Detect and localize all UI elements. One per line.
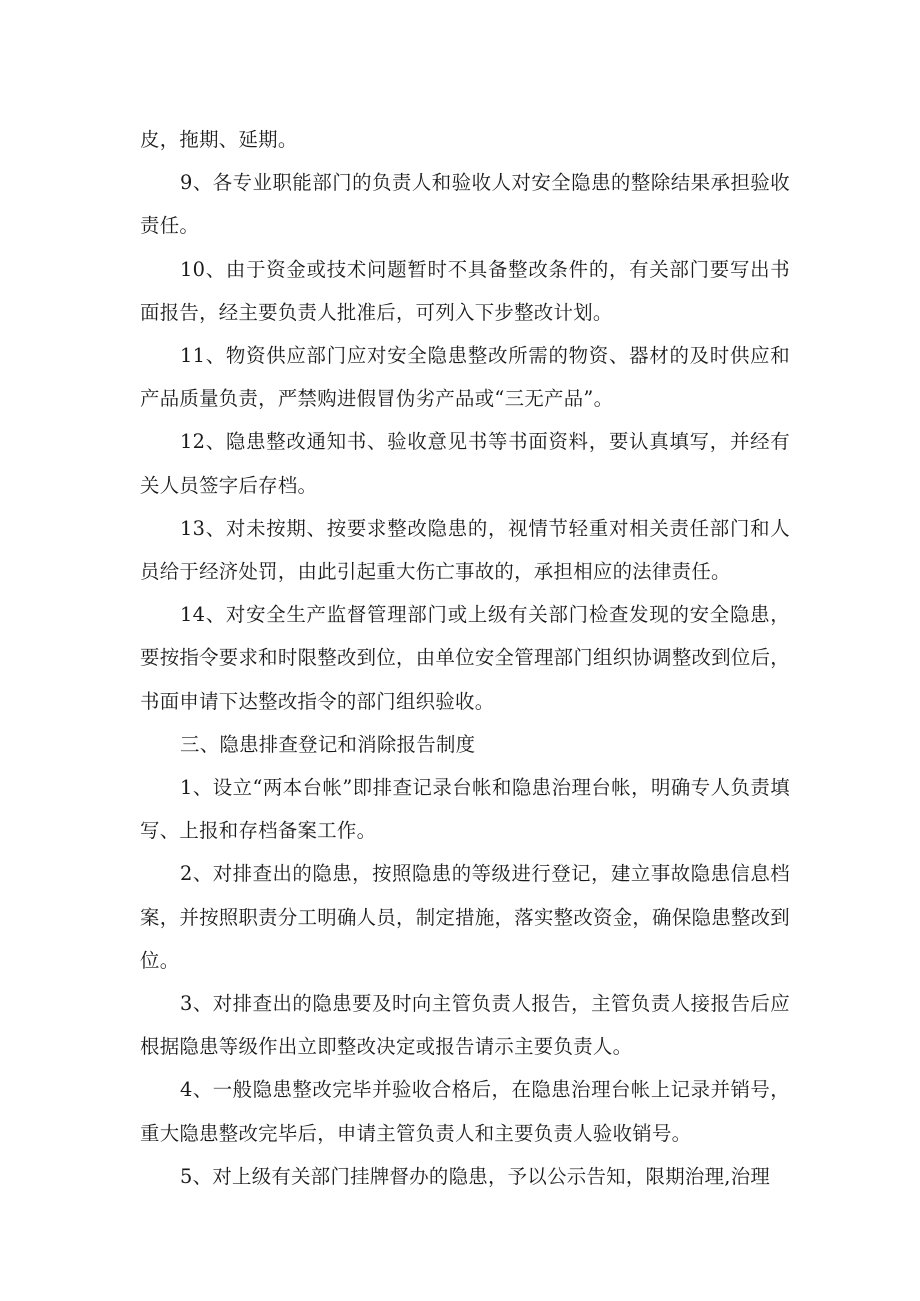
paragraph-section3-item-3: 3、对排查出的隐患要及时向主管负责人报告，主管负责人接报告后应根据隐患等级作出立即整改决定或报告请示主要负责人。 — [140, 992, 790, 1059]
section-heading-3: 三、隐患排查登记和消除报告制度 — [180, 732, 476, 756]
paragraph-item-13: 13、对未按期、按要求整改隐患的，视情节轻重对相关责任部门和人员给于经济处罚，由此引起重大伤亡事故的，承担相应的法律责任。 — [140, 516, 790, 584]
document-body — [140, 118, 790, 1198]
paragraph-section3-item-1: 1、设立“两本台帐”即排查记录台帐和隐患治理台帐，明确专人负责填写、上报和存档备案工作。 — [140, 776, 790, 843]
paragraph-section3-item-4: 4、一般隐患整改完毕并验收合格后，在隐患治理台帐上记录并销号，重大隐患整改完毕后，申请主管负责人和主要负责人验收销号。 — [140, 1078, 790, 1145]
paragraph-section3-item-5: 5、对上级有关部门挂牌督办的隐患，予以公示告知，限期治理,治理 — [180, 1164, 771, 1188]
paragraph-item-9: 9、各专业职能部门的负责人和验收人对安全隐患的整除结果承担验收责任。 — [140, 171, 790, 238]
paragraph-section3-item-2: 2、对排查出的隐患，按照隐患的等级进行登记，建立事故隐患信息档案，并按照职责分工明确人员，制定措施，落实整改资金，确保隐患整改到位。 — [140, 862, 790, 972]
paragraph-item-11: 11、物资供应部门应对安全隐患整改所需的物资、器材的及时供应和产品质量负责，严禁购进假冒伪劣产品或“三无产品”。 — [140, 344, 790, 411]
paragraph-item-10: 10、由于资金或技术问题暂时不具备整改条件的，有关部门要写出书面报告，经主要负责人批准后，可列入下步整改计划。 — [140, 257, 790, 324]
paragraph-continuation: 皮，拖期、延期。 — [140, 128, 298, 151]
paragraph-item-12: 12、隐患整改通知书、验收意见书等书面资料，要认真填写，并经有关人员签字后存档。 — [140, 430, 790, 497]
paragraph-item-14: 14、对安全生产监督管理部门或上级有关部门检查发现的安全隐患，要按指令要求和时限整改到位，由单位安全管理部门组织协调整改到位后，书面申请下达整改指令的部门组织验收。 — [140, 603, 790, 713]
